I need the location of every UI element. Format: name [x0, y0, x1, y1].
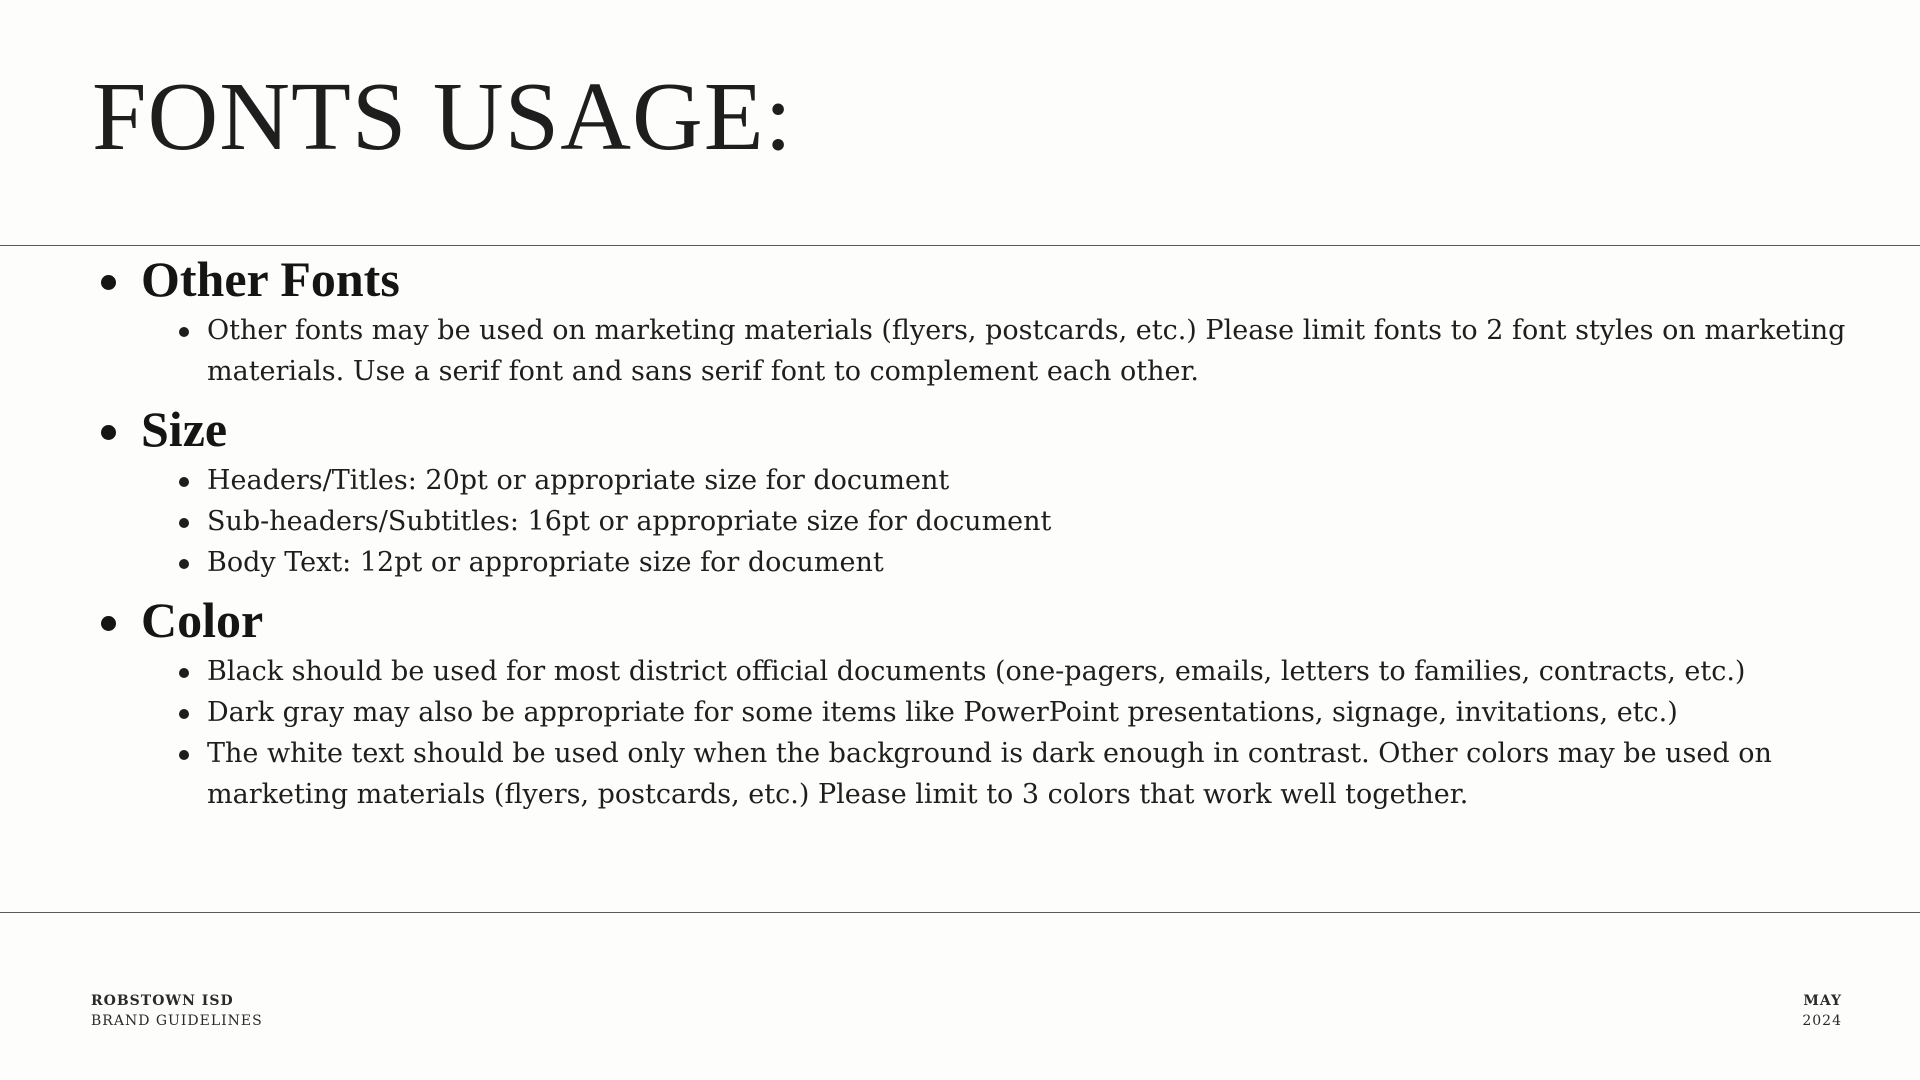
- section-heading-color: [96, 589, 1856, 651]
- list-item: [96, 733, 1856, 815]
- list-item-text: Black should be used for most district official documents (one-pagers, emails, letters to families, contracts, etc.): [207, 656, 1746, 687]
- bullet-list: [96, 460, 1856, 583]
- top-divider: [0, 245, 1920, 246]
- list-item-text: Dark gray may also be appropriate for some items like PowerPoint presentations, signage, invitations, etc.): [207, 697, 1678, 728]
- bullet-icon: [179, 518, 189, 528]
- list-item: [96, 651, 1856, 692]
- footer-year: 2024: [1802, 1013, 1842, 1029]
- list-item-text: Headers/Titles: 20pt or appropriate size for document: [207, 465, 950, 496]
- footer-month: MAY: [1803, 993, 1842, 1009]
- section-other-fonts: [96, 248, 1856, 392]
- bullet-icon: [179, 668, 189, 678]
- bullet-icon: [179, 327, 189, 337]
- list-item-text: Sub-headers/Subtitles: 16pt or appropriate size for document: [207, 506, 1052, 537]
- page-title: FONTS USAGE:: [92, 63, 793, 171]
- list-item-text: The white text should be used only when the background is dark enough in contrast. Other colors may be used on marketing materials (flyers, postcards, etc.) Please limit to 3 colors that work well together.: [207, 738, 1772, 810]
- list-item: [96, 692, 1856, 733]
- section-heading-label: Other Fonts: [141, 251, 400, 307]
- footer-left: [91, 991, 263, 1031]
- section-heading-label: Color: [141, 592, 264, 648]
- section-color: [96, 589, 1856, 815]
- bullet-icon: [179, 559, 189, 569]
- list-item: [96, 542, 1856, 583]
- section-heading-other-fonts: [96, 248, 1856, 310]
- bullet-list: [96, 651, 1856, 815]
- section-heading-size: [96, 398, 1856, 460]
- bullet-list: [96, 310, 1856, 392]
- bullet-icon: [179, 709, 189, 719]
- footer-right: [1802, 991, 1842, 1031]
- section-size: [96, 398, 1856, 583]
- list-item: [96, 310, 1856, 392]
- bullet-icon: [179, 750, 189, 760]
- list-item-text: Other fonts may be used on marketing materials (flyers, postcards, etc.) Please limit fonts to 2 font styles on marketing materials. Use a serif font and sans serif font to complement each other.: [207, 315, 1846, 387]
- list-item: [96, 460, 1856, 501]
- bottom-divider: [0, 912, 1920, 913]
- footer-org-name: ROBSTOWN ISD: [91, 993, 234, 1009]
- bullet-icon: [101, 425, 116, 440]
- list-item-text: Body Text: 12pt or appropriate size for document: [207, 547, 884, 578]
- bullet-icon: [101, 275, 116, 290]
- list-item: [96, 501, 1856, 542]
- section-heading-label: Size: [141, 401, 228, 457]
- content-area: [96, 248, 1856, 817]
- bullet-icon: [101, 616, 116, 631]
- footer-subtitle: BRAND GUIDELINES: [91, 1013, 263, 1029]
- bullet-icon: [179, 477, 189, 487]
